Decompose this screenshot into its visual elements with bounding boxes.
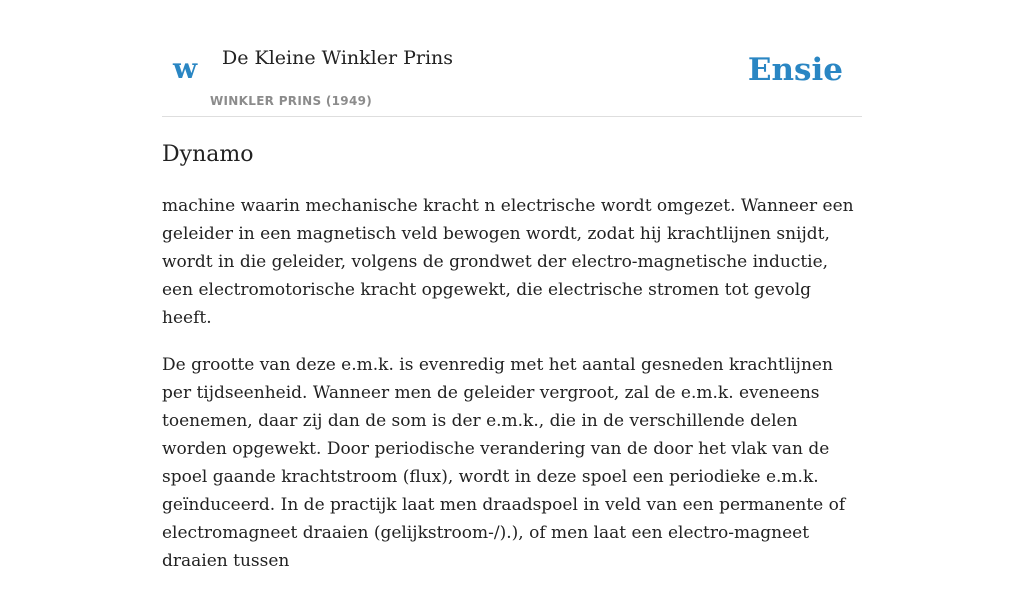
source-header bbox=[162, 0, 862, 117]
entry-body bbox=[162, 192, 862, 594]
entry-title: Dynamo bbox=[162, 142, 254, 167]
entry-paragraph: De grootte van deze e.m.k. is evenredig met het aantal gesneden krachtlijnen per tijdseenheid. Wanneer men de geleider vergroot, zal de e.m.k. eveneens toenemen, daar zij dan de som is der e.m.k., die in de verschillende delen worden opgewekt. Door periodische verandering van de door het vlak van de spoel gaande krachtstroom (flux), wordt in deze spoel een periodieke e.m.k. geïnduceerd. In de practijk laat men draadspoel in veld van een permanente of electromagneet draaien (gelijkstroom-/).), of men laat een electro-magneet draaien tussen bbox=[162, 355, 846, 571]
source-subtitle: WINKLER PRINS (1949) bbox=[210, 94, 373, 108]
ensie-logo[interactable]: Ensie bbox=[747, 52, 843, 88]
source-title[interactable]: De Kleine Winkler Prins bbox=[222, 47, 454, 69]
entry-paragraph: machine waarin mechanische kracht n electrische wordt omgezet. Wanneer een geleider in een magnetisch veld bewogen wordt, zodat hij krachtlijnen snijdt, wordt in die geleider, volgens de grondwet der electro-magnetische inductie, een electromotorische kracht opgewekt, die electrische stromen tot gevolg heeft. bbox=[162, 196, 854, 328]
winkler-prins-logo-icon[interactable]: w bbox=[173, 52, 198, 85]
